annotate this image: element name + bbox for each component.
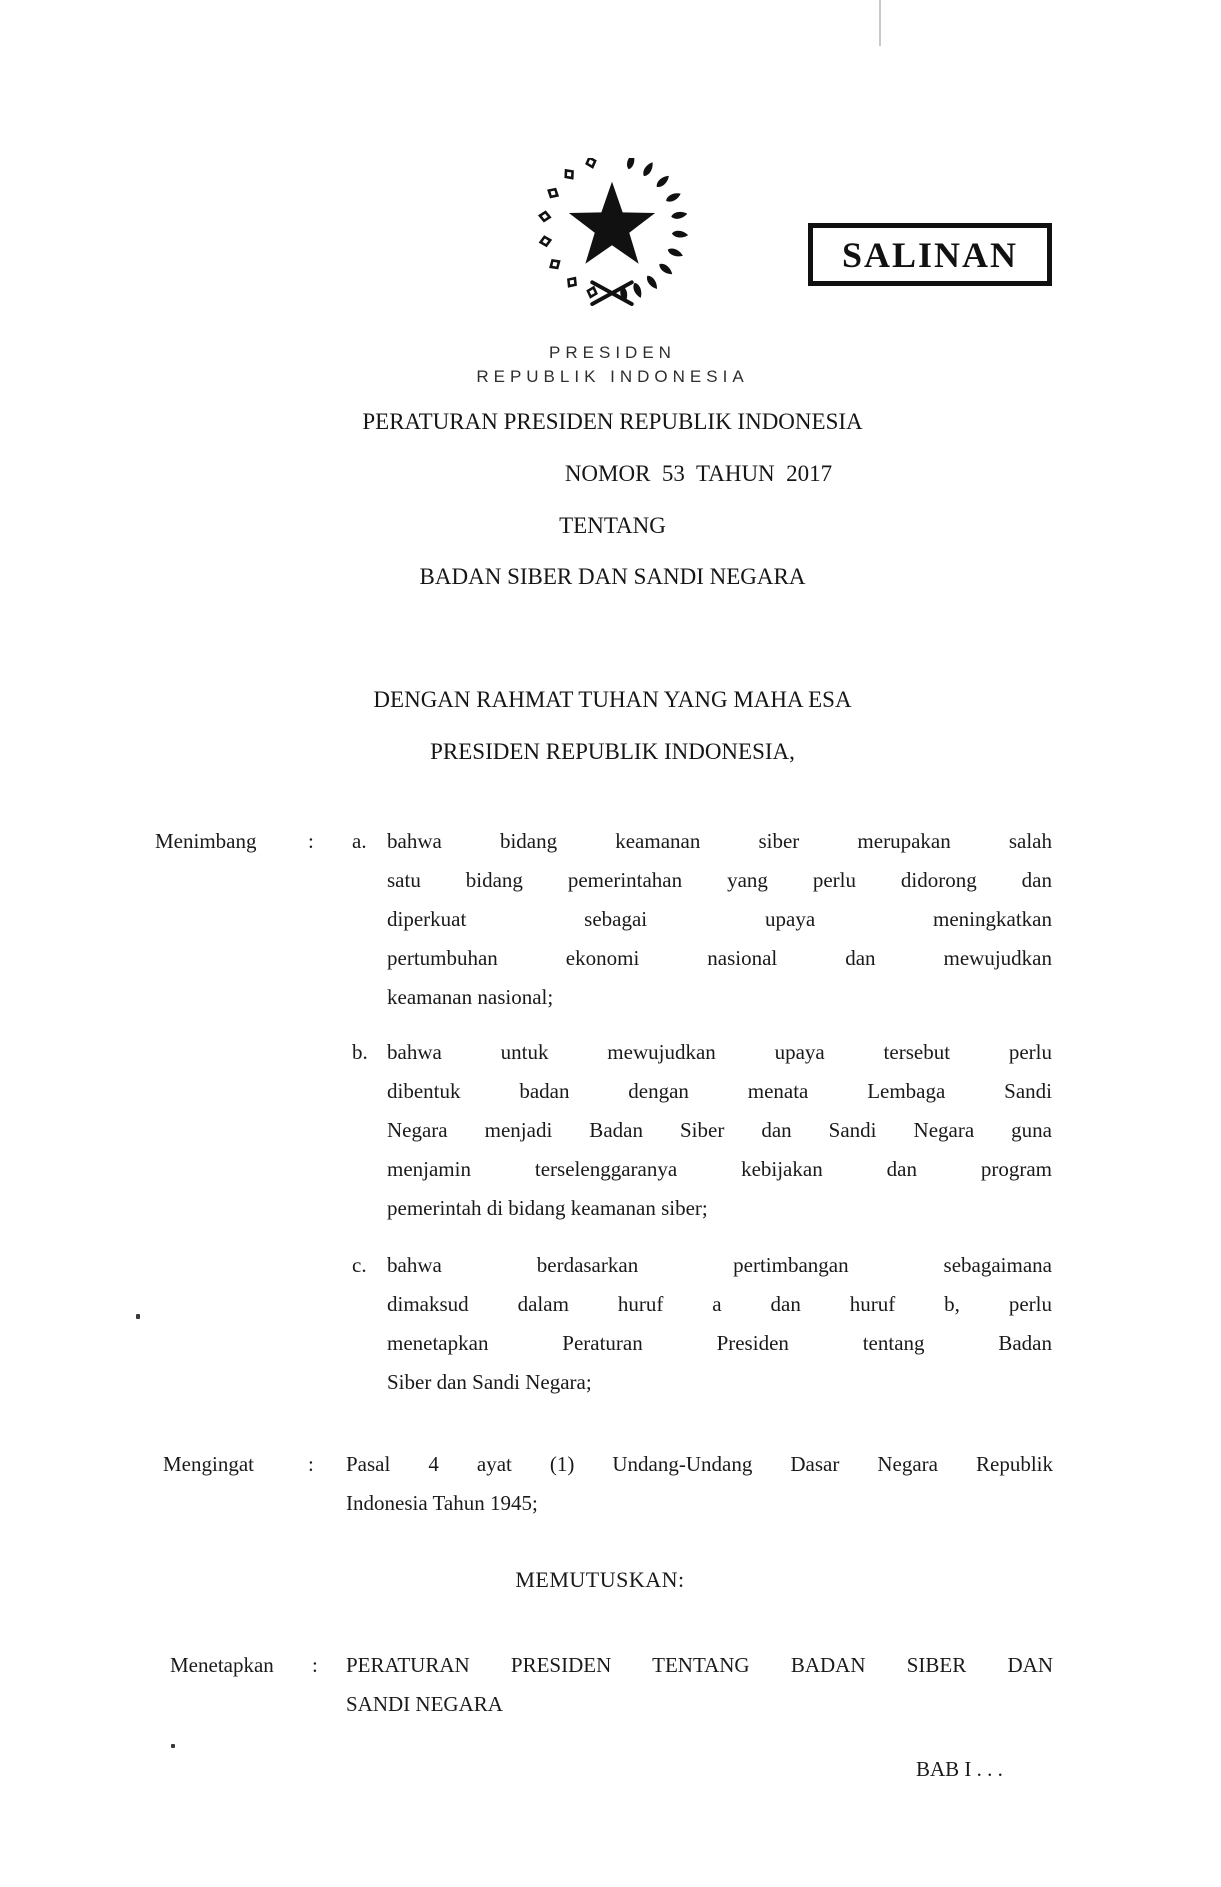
scan-artifact-dot [136,1314,140,1319]
paragraph-line: Siber dan Sandi Negara; [387,1370,592,1394]
letterhead-republik-indonesia: REPUBLIK INDONESIA [476,367,749,386]
paragraph-line: pemerintah di bidang keamanan siber; [387,1196,708,1220]
paragraph-line: dibentuk badan dengan menata Lembaga Sandi [387,1079,1052,1103]
paragraph-line: Negara menjadi Badan Siber dan Sandi Negara guna [387,1118,1052,1142]
preamble-invocation: DENGAN RAHMAT TUHAN YANG MAHA ESA [373,687,852,712]
paragraph-line: menjamin terselenggaranya kebijakan dan program [387,1157,1052,1181]
doc-title-nomor: NOMOR 53 TAHUN 2017 [564,461,833,486]
doc-title-tentang: TENTANG [559,513,666,538]
doc-title-line1: PERATURAN PRESIDEN REPUBLIK INDONESIA [362,409,863,434]
menetapkan-label: Menetapkan [170,1653,274,1677]
letterhead-presiden: PRESIDEN [549,343,676,362]
paragraph-line: PERATURAN PRESIDEN TENTANG BADAN SIBER DAN [346,1653,1053,1677]
paragraph-line: pertumbuhan ekonomi nasional dan mewujudkan [387,946,1052,970]
menimbang-item-a [387,822,1052,1017]
paragraph-line: keamanan nasional; [387,985,554,1009]
menimbang-item-b-letter: b. [352,1040,368,1064]
paragraph-line: Indonesia Tahun 1945; [346,1491,538,1515]
scan-artifact-line [879,0,881,46]
mengingat-colon: : [308,1452,314,1476]
memutuskan-heading: MEMUTUSKAN: [515,1567,685,1592]
salinan-stamp [808,223,1052,286]
menimbang-item-a-letter: a. [352,829,367,853]
preamble-authority: PRESIDEN REPUBLIK INDONESIA, [430,739,795,764]
paragraph-line: SANDI NEGARA [346,1692,503,1716]
paragraph-line: menetapkan Peraturan Presiden tentang Badan [387,1331,1052,1355]
paragraph-line: bahwa bidang keamanan siber merupakan salah [387,829,1052,853]
paragraph-line: dimaksud dalam huruf a dan huruf b, perlu [387,1292,1052,1316]
mengingat-body [346,1445,1053,1523]
paragraph-line: Pasal 4 ayat (1) Undang-Undang Dasar Negara Republik [346,1452,1053,1476]
paragraph-line: bahwa berdasarkan pertimbangan sebagaimana [387,1253,1052,1277]
paragraph-line: diperkuat sebagai upaya meningkatkan [387,907,1052,931]
scan-artifact-dot [171,1744,175,1748]
catchword-bab-i: BAB I . . . [916,1757,1003,1781]
menimbang-item-c [387,1246,1052,1402]
menetapkan-colon: : [312,1653,318,1677]
menetapkan-body [346,1646,1053,1724]
mengingat-label: Mengingat [163,1452,254,1476]
paragraph-line: bahwa untuk mewujudkan upaya tersebut perlu [387,1040,1052,1064]
doc-title-subject: BADAN SIBER DAN SANDI NEGARA [419,564,806,589]
salinan-stamp-label: SALINAN [841,234,1019,275]
menimbang-colon: : [308,829,314,853]
paragraph-line: satu bidang pemerintahan yang perlu didorong dan [387,868,1052,892]
menimbang-item-b [387,1033,1052,1228]
garuda-presidential-seal-icon [533,158,691,306]
menimbang-item-c-letter: c. [352,1253,367,1277]
menimbang-label: Menimbang [155,829,257,853]
